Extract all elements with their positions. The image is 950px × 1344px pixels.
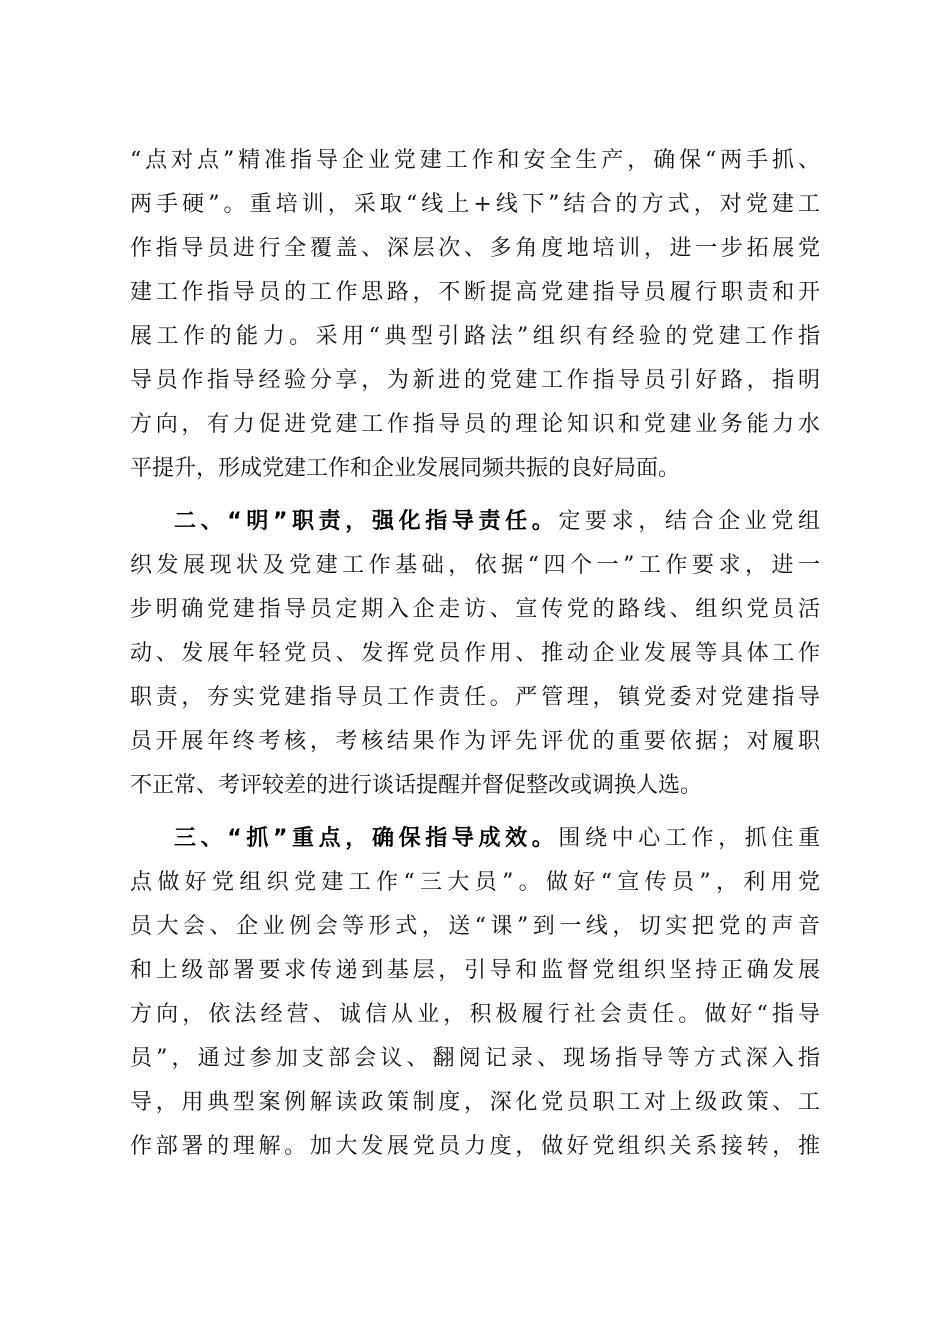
paragraph-2-line-3: 步明确党建指导员定期入企走访、宣传党的路线、组织党员活 [130, 597, 820, 622]
paragraph-3-first-line-text: 围绕中心工作，抓住重 [558, 826, 820, 851]
paragraph-2-line-7: 不正常、考评较差的进行谈话提醒并督促整改或调换人选。 [130, 773, 703, 798]
paragraph-1-line-1: “点对点”精准指导企业党建工作和安全生产，确保“两手抓、 [130, 148, 820, 173]
paragraph-1-line-6: 导员作指导经验分享，为新进的党建工作指导员引好路，指明 [130, 368, 820, 393]
paragraph-1-line-8: 平提升，形成党建工作和企业发展同频共振的良好局面。 [130, 456, 681, 481]
paragraph-1-line-4: 建工作指导员的工作思路，不断提高党建指导员履行职责和开 [130, 280, 820, 305]
paragraph-3-line-4: 和上级部署要求传递到基层，引导和监督党组织坚持正确发展 [130, 958, 820, 983]
paragraph-1-line-3: 作指导员进行全覆盖、深层次、多角度地培训，进一步拓展党 [130, 236, 820, 261]
paragraph-2-line-6: 员开展年终考核，考核结果作为评先评优的重要依据；对履职 [130, 729, 820, 754]
paragraph-2-line-5: 职责，夯实党建指导员工作责任。严管理，镇党委对党建指导 [130, 685, 820, 710]
section-heading-2: 二、“明”职责，强化指导责任。 [174, 509, 559, 534]
section-heading-3: 三、“抓”重点，确保指导成效。 [174, 826, 559, 851]
paragraph-3-line-2: 点做好党组织党建工作“三大员”。做好“宣传员”，利用党 [130, 870, 820, 895]
paragraph-2-first-line-text: 定要求，结合企业党组 [558, 509, 820, 534]
paragraph-3-line-6: 员”，通过参加支部会议、翻阅记录、现场指导等方式深入指 [130, 1046, 820, 1071]
paragraph-2-line-2: 织发展现状及党建工作基础，依据“四个一”工作要求，进一 [130, 553, 820, 578]
paragraph-1-line-2: 两手硬”。重培训，采取“线上+线下”结合的方式，对党建工 [130, 192, 820, 217]
paragraph-3-first-line [174, 817, 820, 861]
paragraph-1-line-5: 展工作的能力。采用“典型引路法”组织有经验的党建工作指 [130, 324, 820, 349]
paragraph-1-line-7: 方向，有力促进党建工作指导员的理论知识和党建业务能力水 [130, 412, 820, 437]
paragraph-3-line-3: 员大会、企业例会等形式，送“课”到一线，切实把党的声音 [130, 914, 820, 939]
paragraph-3-line-7: 导，用典型案例解读政策制度，深化党员职工对上级政策、工 [130, 1090, 820, 1115]
paragraph-3-line-8: 作部署的理解。加大发展党员力度，做好党组织关系接转，推 [130, 1134, 820, 1159]
paragraph-2-first-line [174, 500, 820, 544]
paragraph-2-line-4: 动、发展年轻党员、发挥党员作用、推动企业发展等具体工作 [130, 641, 820, 666]
paragraph-3-line-5: 方向，依法经营、诚信从业，积极履行社会责任。做好“指导 [130, 1002, 820, 1027]
